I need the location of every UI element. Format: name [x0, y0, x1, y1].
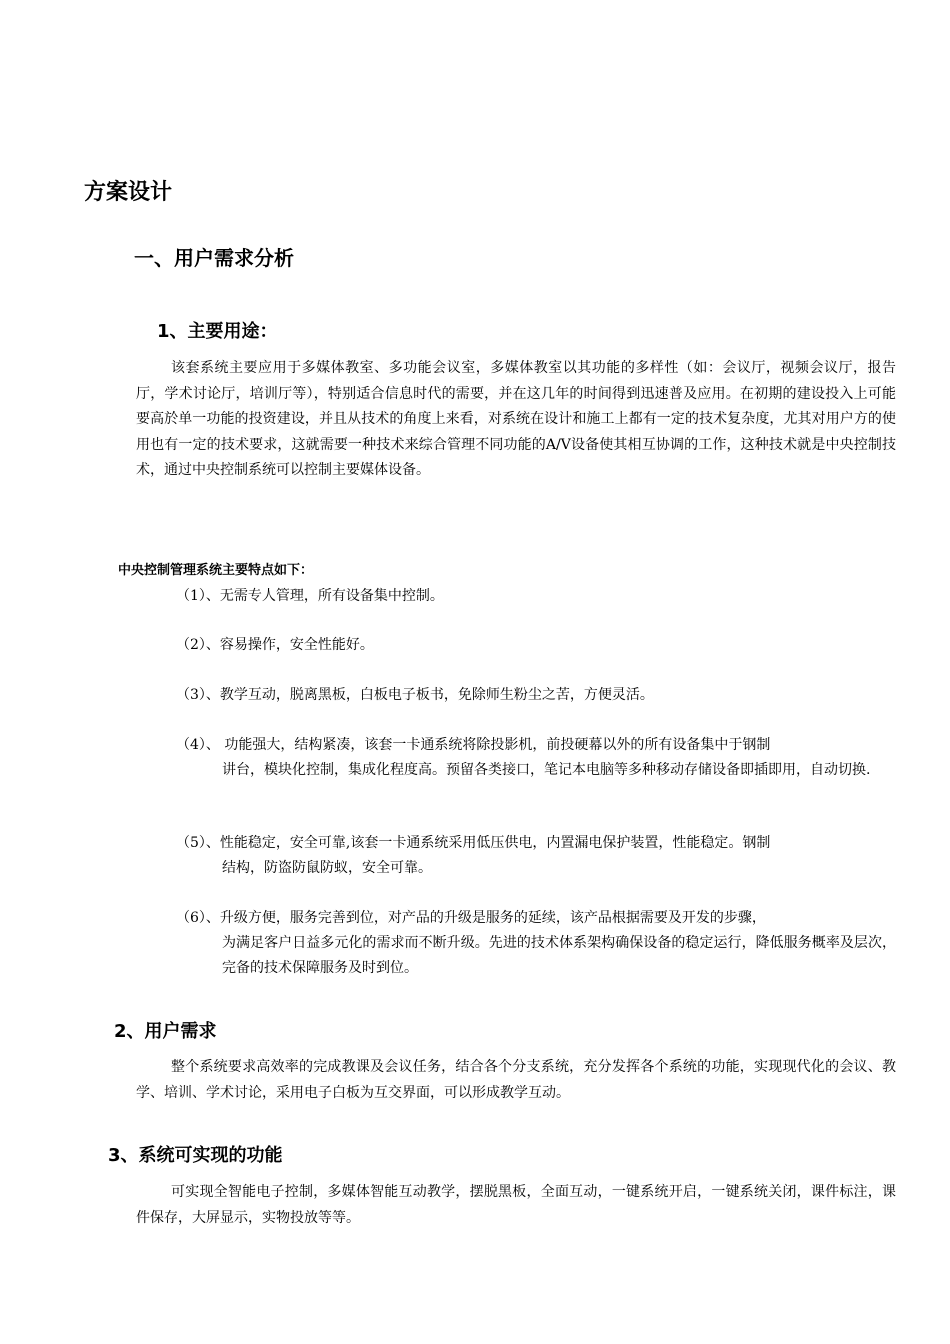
- subsection-heading-user-requirements: 2、用户需求: [114, 1021, 217, 1042]
- user-requirements-paragraph: 整个系统要求高效率的完成教课及会议任务，结合各个分支系统，充分发挥各个系统的功能，实现现代化的会议、教学、培训、学术讨论，采用电子白板为互交界面，可以形成教学互动。: [136, 1059, 896, 1101]
- section-heading-user-needs-analysis: 一、用户需求分析: [134, 246, 294, 270]
- feature-item-1: [176, 584, 896, 609]
- subsection-heading-system-functions: 3、系统可实现的功能: [108, 1145, 283, 1166]
- feature-item-5: [176, 831, 896, 881]
- feature-item-6: [176, 906, 896, 981]
- feature-item-2: [176, 633, 896, 658]
- features-title: 中央控制管理系统主要特点如下：: [118, 563, 314, 578]
- feature-item-text: 容易操作，安全性能好。: [219, 637, 374, 653]
- feature-item-number: （1）、: [176, 588, 220, 604]
- feature-item-text: 升级方便，服务完善到位，对产品的升级是服务的延续，该产品根据需要及开发的步骤，: [219, 910, 766, 926]
- feature-item-3: [176, 683, 896, 708]
- subsection-heading-main-use: 1、主要用途：: [157, 321, 278, 342]
- feature-item-number: （3）、: [176, 687, 220, 703]
- feature-item-continuation: 结构，防盗防鼠防蚁，安全可靠。: [222, 860, 432, 876]
- feature-item-text: 无需专人管理，所有设备集中控制。: [219, 588, 444, 604]
- document-title: 方案设计: [84, 180, 173, 205]
- feature-item-continuation: 为满足客户日益多元化的需求而不断升级。先进的技术体系架构确保设备的稳定运行，降低服务概率及层次，完备的技术保障服务及时到位。: [222, 935, 896, 976]
- feature-item-number: （4）、: [176, 737, 220, 753]
- feature-item-number: （6）、: [176, 910, 220, 926]
- feature-item-text: 性能稳定，安全可靠,该套一卡通系统采用低压供电，内置漏电保护装置，性能稳定。钢制: [219, 835, 771, 851]
- feature-item-4: [176, 733, 896, 783]
- feature-item-text: 功能强大，结构紧凑，该套一卡通系统将除投影机，前投硬幕以外的所有设备集中于钢制: [219, 737, 771, 753]
- feature-item-number: （5）、: [176, 835, 220, 851]
- main-use-paragraph: 该套系统主要应用于多媒体教室、多功能会议室，多媒体教室以其功能的多样性（如：会议厅，视频会议厅，报告厅，学术讨论厅，培训厅等），特别适合信息时代的需要，并在这几年的时间得到迅速普及应用。在初期的建设投入上可能要高於单一功能的投资建设，并且从技术的角度上来看，对系统在设计和施工上都有一定的技术复杂度，尤其对用户方的使用也有一定的技术要求，这就需要一种技术来综合管理不同功能的A/V设备使其相互协调的工作，这种技术就是中央控制技术，通过中央控制系统可以控制主要媒体设备。: [136, 360, 896, 479]
- feature-item-continuation: 讲台，模块化控制，集成化程度高。预留各类接口，笔记本电脑等多种移动存储设备即插即用，自动切换.: [222, 762, 871, 778]
- system-functions-paragraph: 可实现全智能电子控制，多媒体智能互动教学，摆脱黑板，全面互动，一键系统开启，一键系统关闭，课件标注，课件保存，大屏显示，实物投放等等。: [136, 1184, 896, 1226]
- feature-item-number: （2）、: [176, 637, 220, 653]
- feature-item-text: 教学互动，脱离黑板，白板电子板书，免除师生粉尘之苦，方便灵活。: [219, 687, 654, 703]
